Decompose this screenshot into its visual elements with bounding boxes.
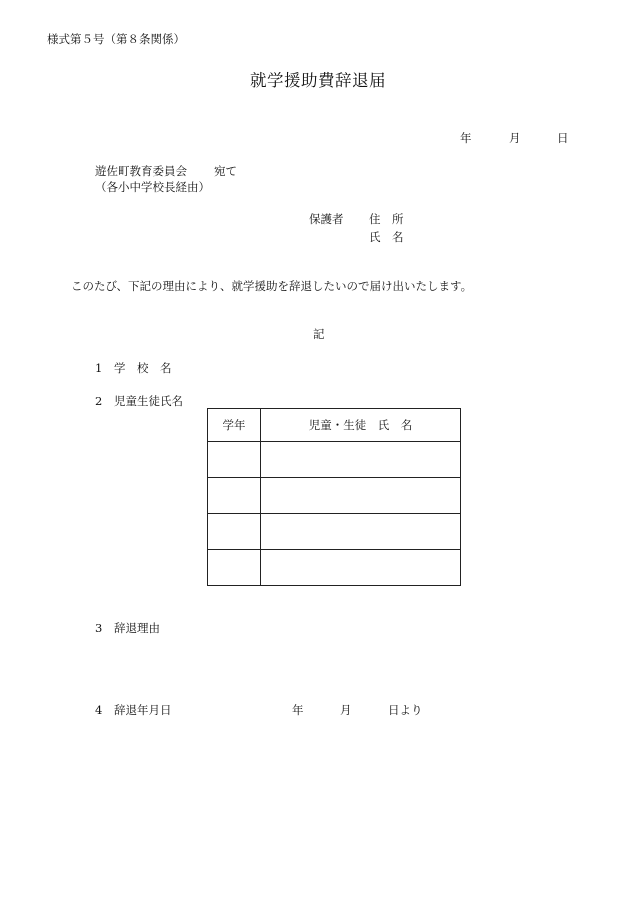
item-reason-label: 辞退理由	[114, 621, 160, 635]
date-year-label: 年	[460, 131, 472, 145]
statement: このたび、下記の理由により、就学援助を辞退したいので届け出いたします。	[71, 279, 473, 293]
item-reason	[95, 623, 160, 635]
page-title: 就学援助費辞退届	[250, 71, 386, 90]
grade-cell[interactable]	[208, 442, 261, 478]
withdrawal-from-label: 日より	[388, 703, 423, 717]
item-school	[95, 363, 172, 375]
student-name-cell[interactable]	[261, 514, 461, 550]
withdrawal-year-label: 年	[292, 703, 304, 717]
addressee-via: （各小中学校長経由）	[95, 180, 210, 194]
guardian-address-label: 住 所	[369, 212, 404, 226]
grade-header: 学年	[208, 409, 261, 442]
grade-cell[interactable]	[208, 478, 261, 514]
item-date-number: 4	[95, 703, 103, 717]
ki-heading: 記	[313, 327, 325, 341]
item-students-number: 2	[95, 394, 103, 408]
guardian-label: 保護者	[309, 212, 344, 226]
grade-cell[interactable]	[208, 514, 261, 550]
student-name-header: 児童・生徒 氏 名	[261, 409, 461, 442]
table-row	[208, 442, 461, 478]
grade-cell[interactable]	[208, 550, 261, 586]
student-table-header	[208, 409, 461, 442]
table-row	[208, 550, 461, 586]
student-name-cell[interactable]	[261, 442, 461, 478]
guardian-name-label: 氏 名	[369, 230, 404, 244]
addressee-suffix: 宛て	[214, 164, 237, 178]
item-date	[95, 705, 172, 717]
table-row	[208, 514, 461, 550]
addressee-name: 遊佐町教育委員会	[95, 164, 187, 178]
table-row	[208, 478, 461, 514]
item-school-label: 学 校 名	[114, 361, 172, 375]
date-month-label: 月	[509, 131, 521, 145]
student-name-cell[interactable]	[261, 550, 461, 586]
form-number: 様式第５号（第８条関係）	[47, 32, 185, 46]
item-school-number: 1	[95, 361, 103, 375]
withdrawal-month-label: 月	[340, 703, 352, 717]
item-date-label: 辞退年月日	[114, 703, 172, 717]
item-students	[95, 396, 183, 408]
item-students-label: 児童生徒氏名	[114, 394, 183, 408]
student-name-cell[interactable]	[261, 478, 461, 514]
student-table	[207, 408, 461, 586]
date-day-label: 日	[557, 131, 569, 145]
item-reason-number: 3	[95, 621, 103, 635]
